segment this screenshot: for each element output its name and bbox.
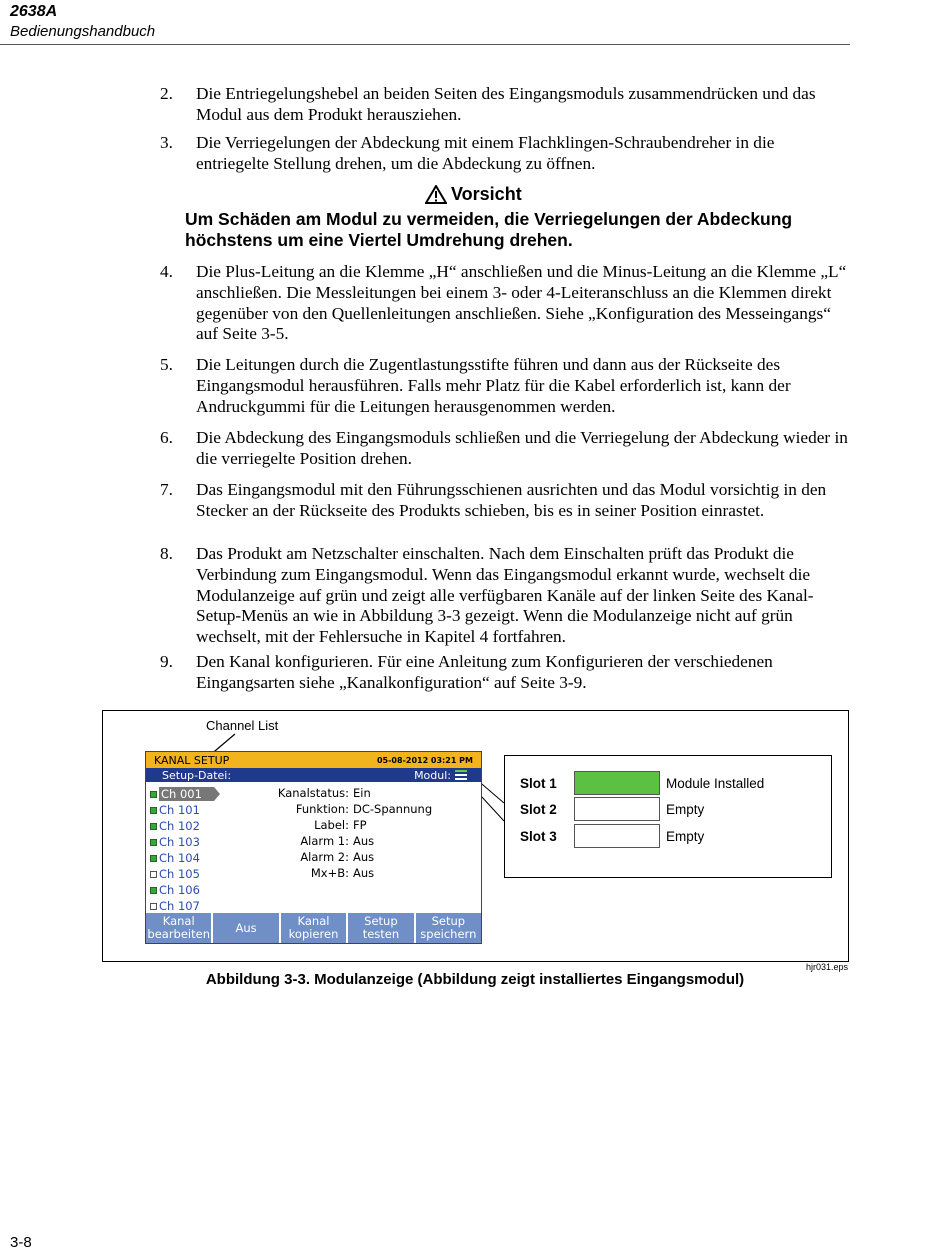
caution-title: Vorsicht	[451, 184, 522, 204]
step-item	[160, 428, 850, 470]
slot-row-3	[520, 823, 704, 849]
info-row: Alarm 2: Aus	[300, 850, 375, 864]
instrument-screen	[145, 751, 482, 944]
slot-indicator-empty	[574, 797, 660, 821]
softkey-kanal-bearbeiten[interactable]: Kanal bearbeiten	[147, 914, 210, 941]
screen-title: KANAL SETUP	[154, 753, 230, 767]
module-indicator	[414, 769, 467, 782]
channel-off-icon	[150, 903, 157, 910]
slot-indicator-installed	[574, 771, 660, 795]
step-number: 7.	[160, 480, 173, 499]
softkey-bar	[146, 913, 481, 943]
step-number: 5.	[160, 355, 173, 374]
module-status-icon	[455, 770, 467, 780]
step-text: Die Abdeckung des Eingangsmoduls schließen und die Verriegelung der Abdeckung wieder in die verriegelte Position drehen.	[196, 428, 848, 468]
channel-on-icon	[150, 823, 157, 830]
channel-list-callout: Channel List	[206, 718, 279, 733]
info-row: Funktion: DC-Spannung	[295, 802, 433, 816]
step-text: Das Eingangsmodul mit den Führungsschienen ausrichten und das Modul vorsichtig in den Stecker an der Rückseite des Produkts schieben, bis es in seiner Position einrastet.	[196, 480, 827, 520]
step-number: 2.	[160, 84, 173, 103]
slot-row-1	[520, 770, 764, 796]
channel-item-ch-106[interactable]: Ch 106	[150, 882, 230, 898]
info-row: Label: FP	[314, 818, 367, 832]
slot-name: Slot 3	[520, 828, 557, 844]
step-item	[160, 84, 850, 126]
step-number: 6.	[160, 428, 173, 447]
channel-item-ch-001[interactable]: Ch 001	[150, 786, 230, 802]
module-slots-panel	[504, 755, 832, 878]
step-number: 9.	[160, 652, 173, 671]
step-number: 8.	[160, 544, 173, 563]
step-text: Den Kanal konfigurieren. Für eine Anleitung zum Konfigurieren der verschiedenen Eingangsarten siehe „Kanalkonfiguration“ auf Seite 3-9.	[196, 652, 773, 692]
channel-off-icon	[150, 871, 157, 878]
channel-item-ch-104[interactable]: Ch 104	[150, 850, 230, 866]
softkey-aus[interactable]: Aus	[213, 913, 278, 943]
step-item	[160, 355, 850, 417]
figure-module-display	[102, 710, 849, 962]
slot-row-2	[520, 796, 704, 822]
step-number: 3.	[160, 133, 173, 152]
info-row: Mx+B: Aus	[310, 866, 375, 880]
channel-item-ch-102[interactable]: Ch 102	[150, 818, 230, 834]
slot-status: Module Installed	[666, 775, 765, 791]
channel-on-icon	[150, 807, 157, 814]
header-model: 2638A	[10, 3, 58, 20]
caution-text: Um Schäden am Modul zu vermeiden, die Verriegelungen der Abdeckung höchstens um eine Viertel Umdrehung drehen.	[185, 209, 793, 250]
slot-status: Empty	[666, 828, 705, 844]
screen-datetime: 05-08-2012 03:21 PM	[376, 755, 473, 765]
page-number: 3-8	[10, 1234, 32, 1251]
channel-item-ch-107[interactable]: Ch 107	[150, 898, 230, 914]
step-item	[160, 262, 850, 345]
step-number: 4.	[160, 262, 173, 281]
step-text: Die Entriegelungshebel an beiden Seiten des Eingangsmoduls zusammendrücken und das Modul aus dem Produkt herausziehen.	[196, 84, 816, 124]
channel-on-icon	[150, 855, 157, 862]
channel-item-ch-101[interactable]: Ch 101	[150, 802, 230, 818]
softkey-kanal-kopieren[interactable]: Kanal kopieren	[281, 913, 346, 943]
step-text: Das Produkt am Netzschalter einschalten. Nach dem Einschalten prüft das Produkt die Verbindung zum Eingangsmodul. Wenn das Eingangsmodul erkannt wurde, wechselt die Modulanzeige auf grün und zeigt alle verfügbaren Kanäle auf der linken Seite des Kanal-Setup-Menüs an wie in Abbildung 3-3 gezeigt. Wenn die Modulanzeige nicht auf grün wechselt, mit der Fehlersuche in Kapitel 4 fortfahren.	[196, 544, 814, 647]
step-text: Die Plus-Leitung an die Klemme „H“ anschließen und die Minus-Leitung an die Klemme „L“ anschließen. Die Messleitungen bei einem 3- oder 4-Leiteranschluss an die Klemmen direkt gegenüber von den Quellenleitungen anschließen. Siehe „Konfiguration des Messeingangs“ auf Seite 3-5.	[196, 262, 847, 344]
slot-indicator-empty	[574, 824, 660, 848]
channel-on-icon	[150, 791, 157, 798]
softkey-setup-testen[interactable]: Setup testen	[348, 913, 413, 943]
softkey-setup-speichern[interactable]: Setup speichern	[416, 913, 481, 943]
setup-file-label: Setup-Datei:	[162, 768, 232, 782]
step-text: Die Verriegelungen der Abdeckung mit einem Flachklingen-Schraubendreher in die entriegelte Stellung drehen, um die Abdeckung zu öffnen.	[196, 133, 775, 173]
channel-item-ch-103[interactable]: Ch 103	[150, 834, 230, 850]
screen-setup-bar	[146, 768, 481, 782]
warning-triangle-icon	[425, 185, 447, 204]
step-item	[160, 133, 850, 175]
figure-caption: Abbildung 3-3. Modulanzeige (Abbildung zeigt installiertes Eingangsmodul)	[205, 971, 745, 988]
screen-title-bar	[146, 752, 481, 768]
channel-info-panel	[236, 786, 476, 882]
slot-name: Slot 2	[520, 801, 557, 817]
channel-on-icon	[150, 839, 157, 846]
channel-on-icon	[150, 887, 157, 894]
step-item	[160, 480, 850, 522]
step-item	[160, 544, 850, 648]
figure-file-reference: hjr031.eps	[806, 962, 849, 972]
info-row: Kanalstatus: Ein	[277, 786, 371, 800]
module-label: Modul:	[414, 768, 451, 782]
channel-list	[150, 786, 230, 914]
channel-item-ch-105[interactable]: Ch 105	[150, 866, 230, 882]
slot-name: Slot 1	[520, 775, 557, 791]
step-text: Die Leitungen durch die Zugentlastungsstifte führen und dann aus der Rückseite des Eingangsmodul herausführen. Falls mehr Platz für die Kabel erforderlich ist, kann der Andruckgummi für die Leitungen herausgenommen werden.	[196, 355, 791, 416]
info-row: Alarm 1: Aus	[300, 834, 375, 848]
step-item	[160, 652, 850, 694]
slot-status: Empty	[666, 801, 705, 817]
caution-box	[185, 183, 850, 251]
header-divider	[0, 44, 850, 45]
header-subtitle: Bedienungshandbuch	[10, 23, 156, 40]
caution-heading	[425, 183, 850, 205]
